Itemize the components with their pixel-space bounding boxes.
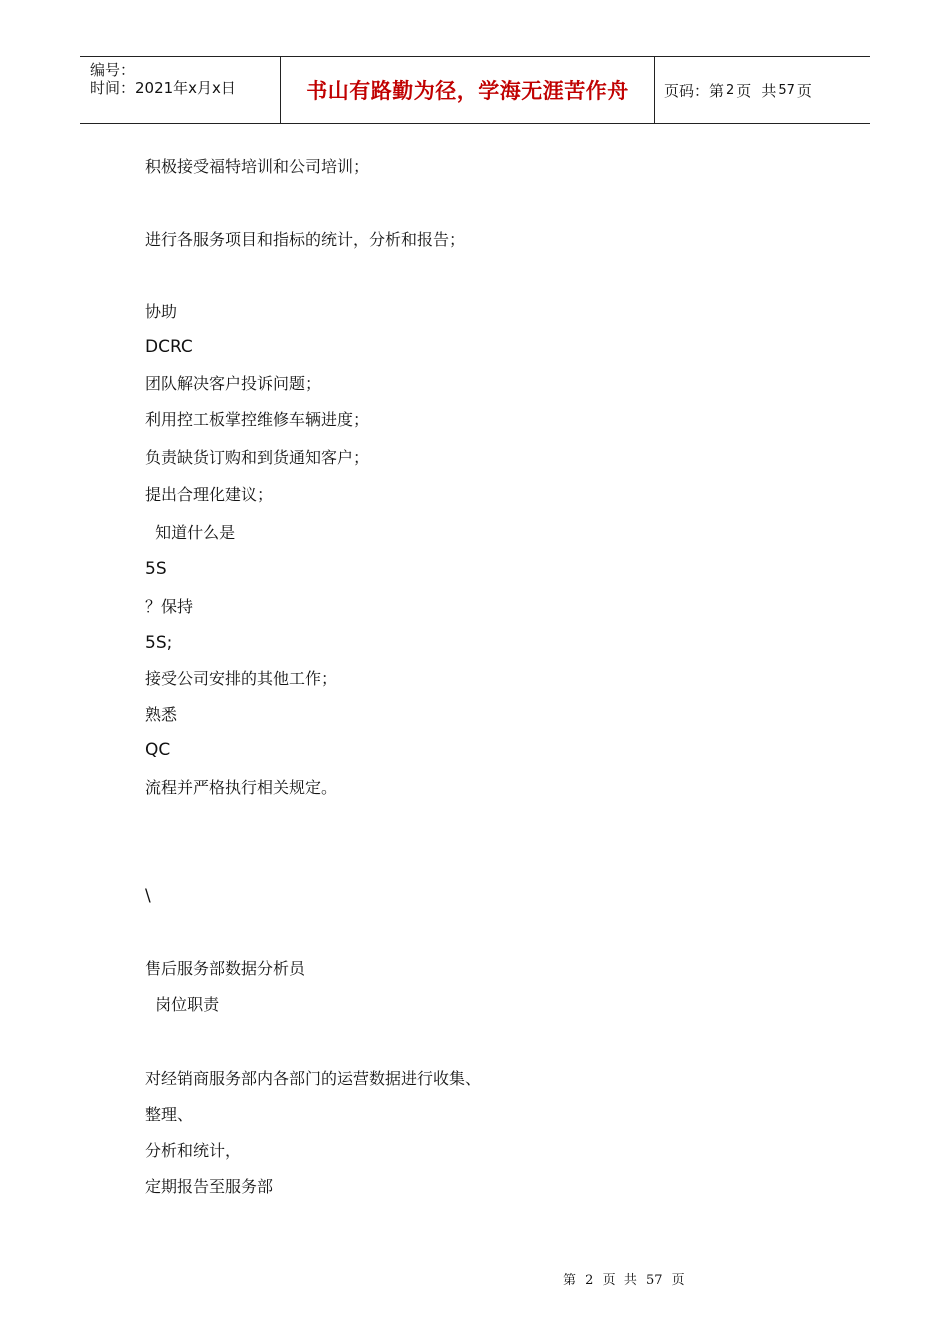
footer-current-page: 2 [585, 1273, 594, 1288]
body-line: DCRC [145, 337, 193, 357]
footer-mid: 页 共 [602, 1273, 637, 1288]
header-motto-cell [281, 57, 655, 123]
page-header [80, 56, 870, 124]
footer-prefix: 第 [563, 1273, 577, 1288]
footer-total-pages: 57 [645, 1273, 663, 1288]
body-line: 进行各服务项目和指标的统计，分析和报告； [145, 230, 466, 249]
footer-suffix: 页 [671, 1273, 685, 1288]
body-line: 协助 [145, 302, 178, 321]
header-meta [80, 57, 281, 123]
date-label: 时间：2021年x月x日 [90, 79, 236, 97]
body-line: 5S [145, 559, 167, 579]
body-line: 分析和统计， [145, 1141, 242, 1160]
body-line: 岗位职责 [145, 995, 220, 1014]
body-line: \ [145, 886, 151, 906]
page-current: 2 [726, 82, 735, 98]
body-line: 接受公司安排的其他工作； [145, 669, 338, 688]
page-footer [563, 1269, 685, 1288]
body-line: 积极接受福特培训和公司培训； [145, 157, 370, 176]
body-line: 5S; [145, 633, 173, 653]
body-line: 定期报告至服务部 [145, 1177, 274, 1196]
header-motto: 书山有路勤为径，学海无涯苦作舟 [306, 79, 629, 103]
header-page-info [655, 57, 870, 123]
body-line: 熟悉 [145, 705, 178, 724]
body-line: QC [145, 740, 171, 760]
body-line: 知道什么是 [145, 523, 236, 542]
body-line: 团队解决客户投诉问题； [145, 374, 322, 393]
body-line: 售后服务部数据分析员 [145, 959, 306, 978]
page-mid: 页 [736, 81, 752, 100]
body-line: 整理、 [145, 1105, 194, 1124]
body-line: ？保持 [145, 597, 194, 616]
page-label: 页码：第 [664, 81, 725, 100]
page-total: 57 [778, 82, 795, 98]
body-line: 利用控工板掌控维修车辆进度； [145, 410, 370, 429]
body-line: 提出合理化建议； [145, 485, 274, 504]
code-label: 编号： [90, 61, 136, 79]
page-total-label: 共 [761, 81, 777, 100]
body-line: 流程并严格执行相关规定。 [145, 778, 338, 797]
body-line: 对经销商服务部内各部门的运营数据进行收集、 [145, 1069, 482, 1088]
body-line: 负责缺货订购和到货通知客户； [145, 448, 370, 467]
page-end: 页 [796, 81, 812, 100]
